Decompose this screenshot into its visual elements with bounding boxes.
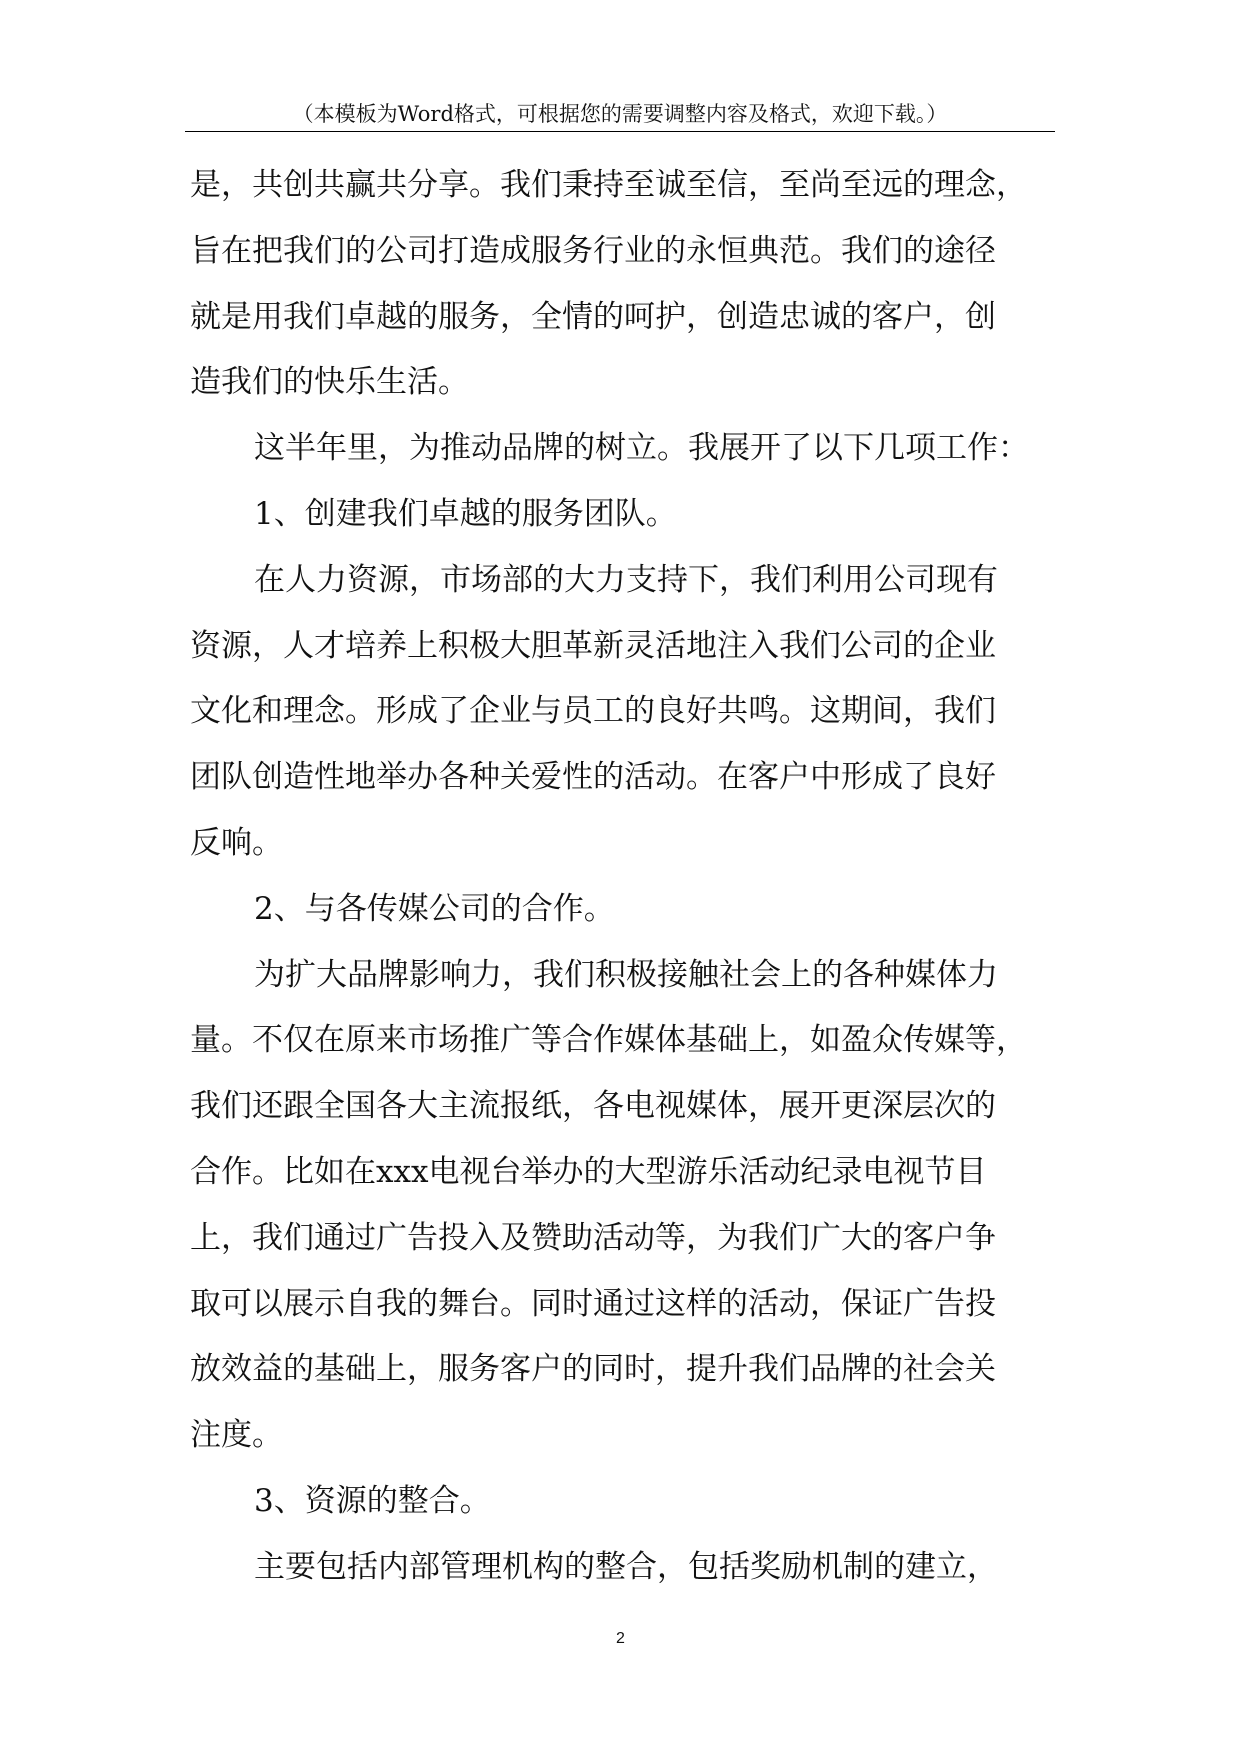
paragraph-line: 注度。 [190, 1417, 283, 1454]
paragraph-line: 取可以展示自我的舞台。同时通过这样的活动，保证广告投 [190, 1285, 996, 1322]
page-number: 2 [616, 1630, 625, 1647]
paragraph-line: 资源，人才培养上积极大胆革新灵活地注入我们公司的企业 [190, 627, 996, 664]
paragraph-line: 团队创造性地举办各种关爱性的活动。在客户中形成了良好 [190, 759, 996, 796]
paragraph-line: 我们还跟全国各大主流报纸，各电视媒体，展开更深层次的 [190, 1088, 996, 1125]
paragraph-line: 合作。比如在xxx电视台举办的大型游乐活动纪录电视节目 [190, 1153, 987, 1190]
section-heading-2: 2、与各传媒公司的合作。 [254, 890, 615, 927]
document-body [190, 153, 1090, 1601]
section-heading-3: 3、资源的整合。 [254, 1482, 491, 1519]
template-header-note: （本模板为Word格式，可根据您的需要调整内容及格式，欢迎下载。） [292, 102, 948, 126]
section-heading-1: 1、创建我们卓越的服务团队。 [254, 495, 677, 532]
paragraph-line: 量。不仅在原来市场推广等合作媒体基础上，如盈众传媒等， [190, 1022, 1027, 1059]
paragraph-line: 就是用我们卓越的服务，全情的呵护，创造忠诚的客户，创 [190, 298, 996, 335]
paragraph-line: 旨在把我们的公司打造成服务行业的永恒典范。我们的途径 [190, 232, 996, 269]
paragraph-line: 文化和理念。形成了企业与员工的良好共鸣。这期间，我们 [190, 693, 996, 730]
paragraph-line: 在人力资源，市场部的大力支持下，我们利用公司现有 [254, 561, 998, 598]
paragraph-line: 上，我们通过广告投入及赞助活动等，为我们广大的客户争 [190, 1219, 996, 1256]
paragraph-line: 为扩大品牌影响力，我们积极接触社会上的各种媒体力 [254, 956, 998, 993]
header-divider [185, 131, 1055, 132]
paragraph-line: 是，共创共赢共分享。我们秉持至诚至信，至尚至远的理念， [190, 167, 1027, 203]
paragraph-line: 这半年里，为推动品牌的树立。我展开了以下几项工作： [254, 430, 1029, 467]
paragraph-line: 反响。 [190, 824, 283, 861]
paragraph-line: 放效益的基础上，服务客户的同时，提升我们品牌的社会关 [190, 1351, 996, 1388]
paragraph-line: 造我们的快乐生活。 [190, 364, 469, 401]
paragraph-line: 主要包括内部管理机构的整合，包括奖励机制的建立， [254, 1548, 998, 1585]
